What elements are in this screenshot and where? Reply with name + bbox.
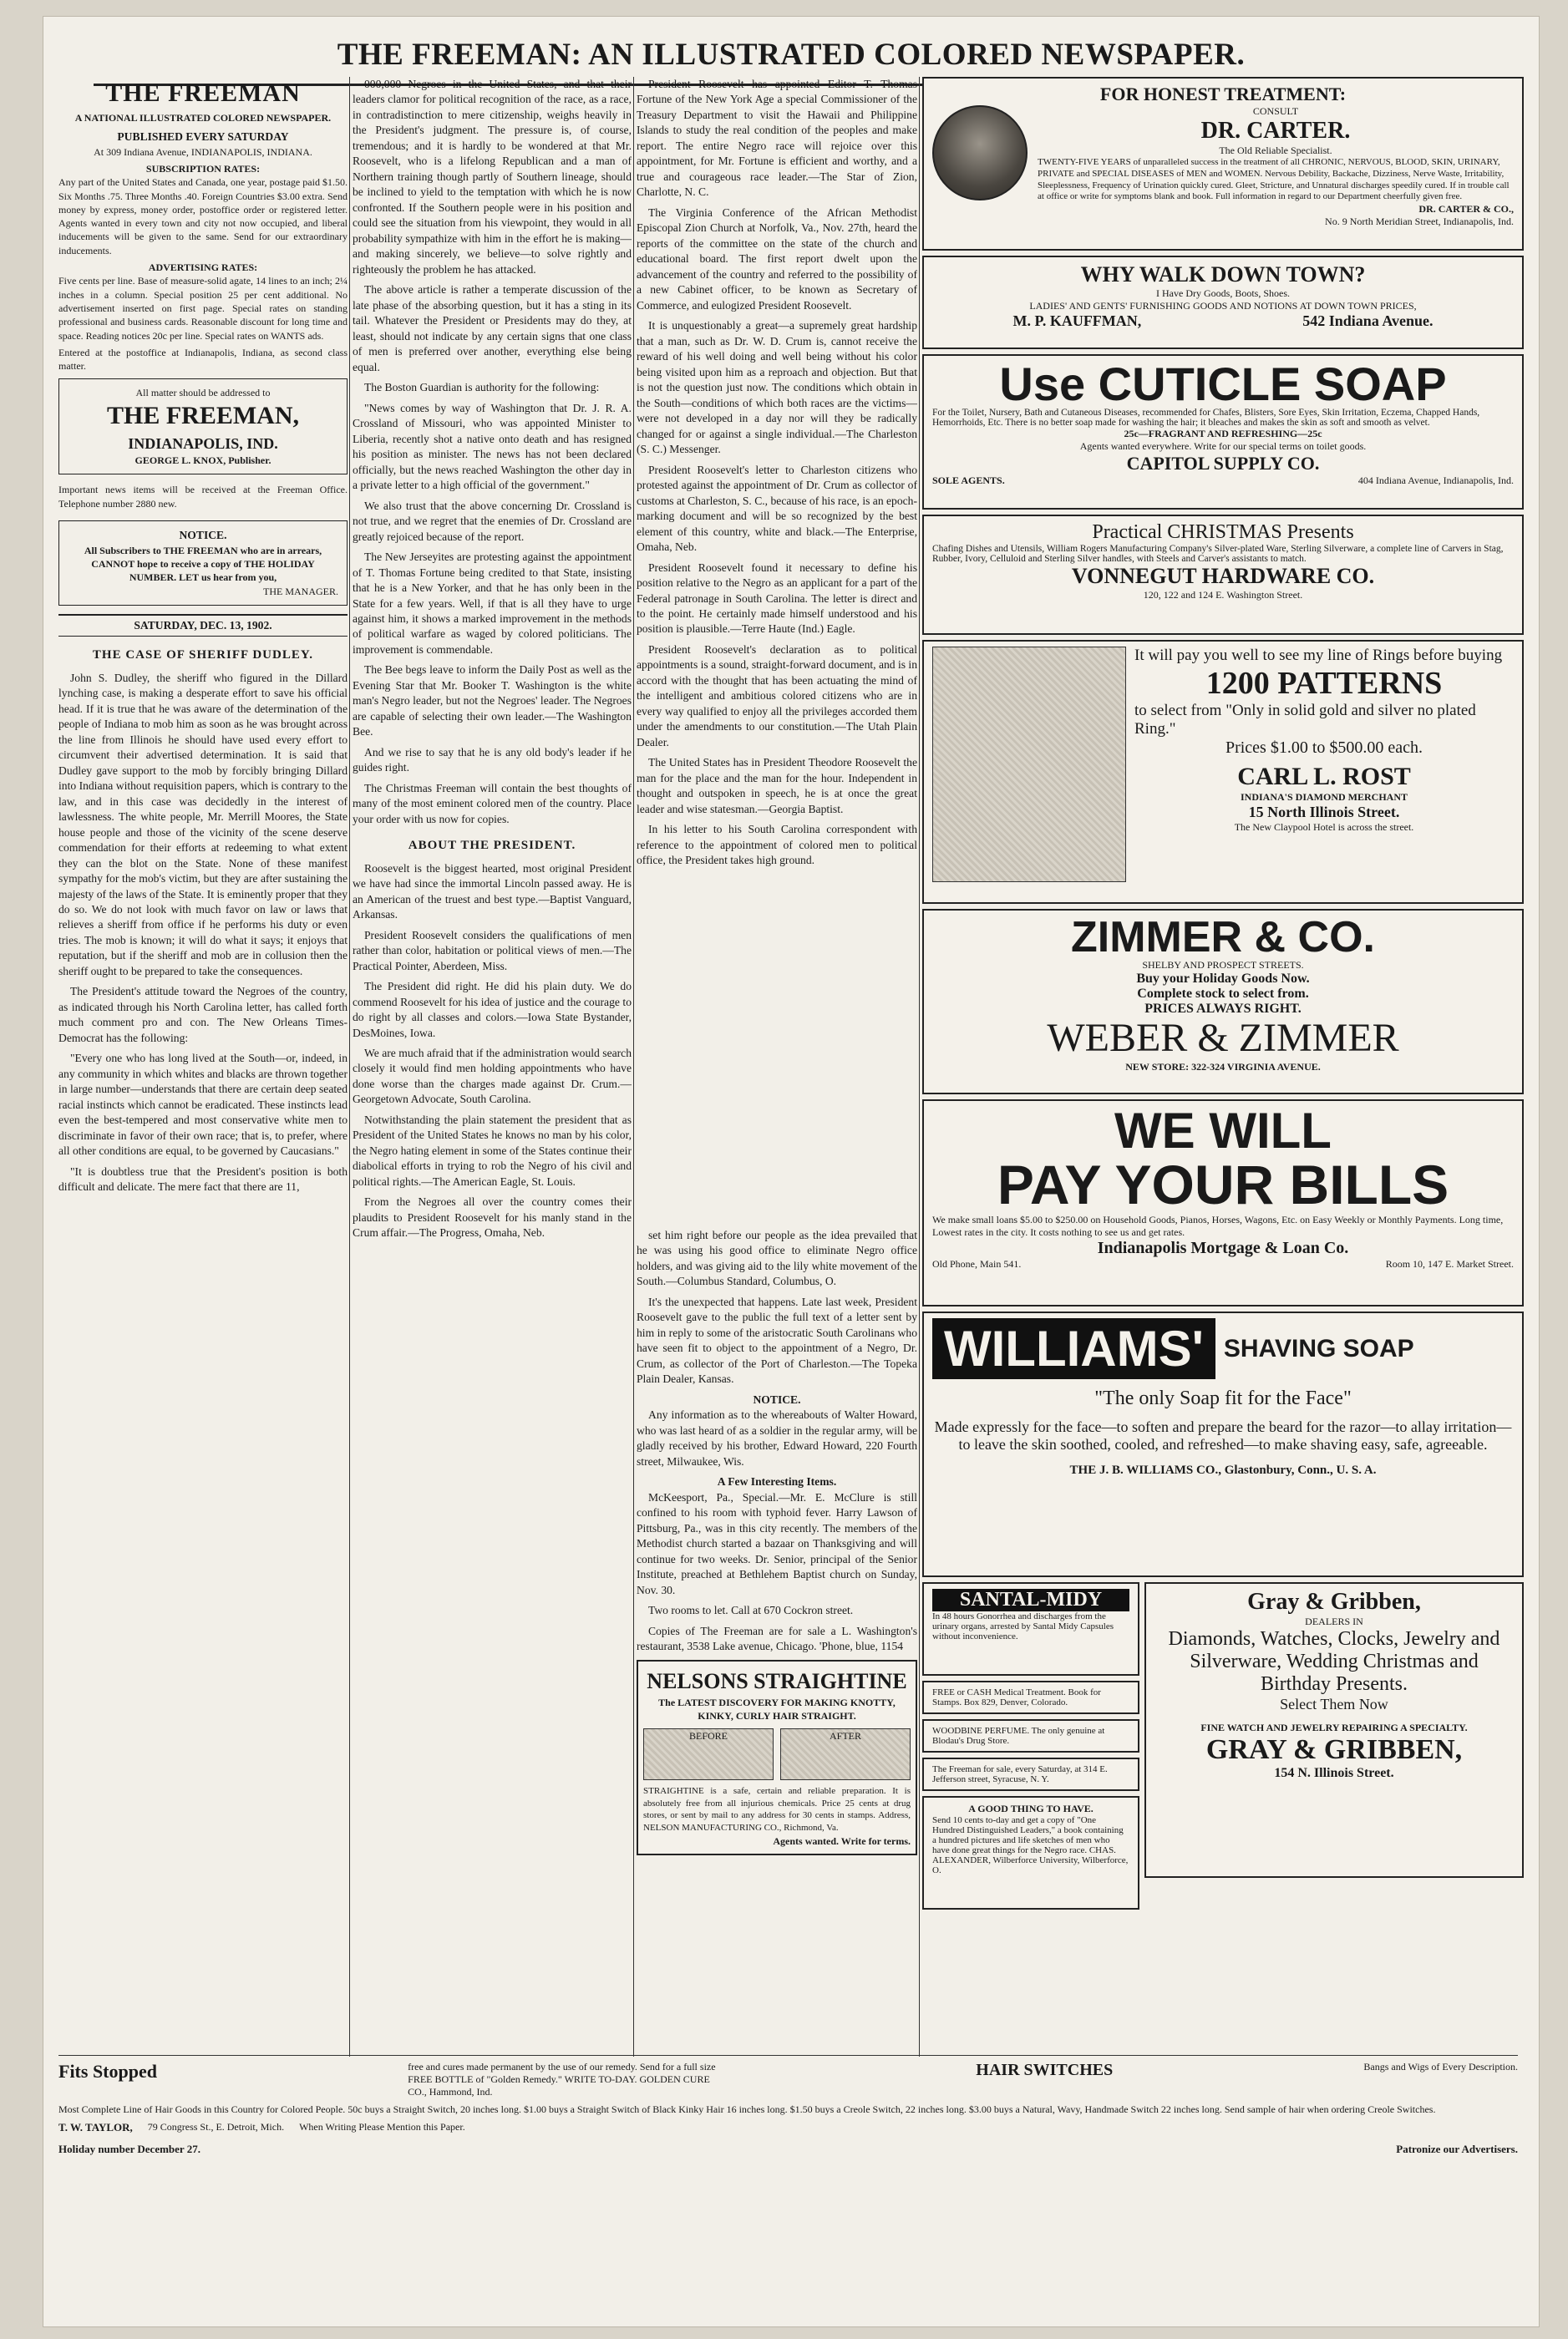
hair-title: HAIR SWITCHES (976, 2061, 1114, 2079)
taylor-name: T. W. TAYLOR, (58, 2121, 133, 2134)
advertising-head: ADVERTISING RATES: (148, 261, 258, 274)
ad-kauffman (922, 256, 1524, 349)
williams-name: WILLIAMS' (932, 1318, 1215, 1379)
williams-co: THE J. B. WILLIAMS CO., Glastonbury, Conn., U. S. A. (1069, 1464, 1377, 1477)
gray-list: Diamonds, Watches, Clocks, Jewelry and Silverware, Wedding Christmas and Birthday Presents. (1168, 1628, 1500, 1695)
article-paragraph: Notwithstanding the plain statement the president that as President of the United States he knows no man by his color, the Negro hating element in some of the States continue their diabolical efforts in trying to rob the Negro of his civil and political rights.—The American Eagle, St. Louis. (353, 1113, 632, 1188)
ad-good-thing (922, 1796, 1139, 1910)
article-paragraph: The President did right. He did his plain duty. We do commend Roosevelt for his idea of justice and the courage to do right by all classes and colors.—Iowa State Bystander, DesMoines, Iowa. (353, 980, 632, 1039)
items-head: A Few Interesting Items. (717, 1475, 837, 1489)
rost-line2: to select from "Only in solid gold and silver no plated Ring." (1134, 702, 1476, 738)
article-paragraph: The New Jerseyites are protesting against the appointment of T. Thomas Fortune being credited to that State, insisting that he is a New Yorker, and that he has only been in the State for a few years. Well, if that is all they have to urge against him, it shows a marked improvement in the methods of political warfare as waged by colored politicians. The improvement is commendable. (353, 551, 632, 656)
ad-mortgage-loan (922, 1099, 1524, 1306)
column-rule (633, 77, 634, 2057)
city: INDIANAPOLIS, IND. (128, 434, 278, 452)
soap-head: Use CUTICLE SOAP (999, 358, 1447, 410)
article-head: THE CASE OF SHERIFF DUDLEY. (92, 648, 314, 662)
patronize-note: Patronize our Advertisers. (1396, 2143, 1518, 2155)
rost-addr: 15 North Illinois Street. (1248, 804, 1400, 820)
zimmer-line2: Complete stock to select from. (1137, 987, 1309, 1001)
article-paragraph: "It is doubtless true that the President's position is both difficult and delicate. The mere fact that there are 11, (58, 1164, 348, 1194)
article-paragraph: We are much afraid that if the administration would search closely it would find men holding appointments who have done worse than the charges made against Dr. Crum.—Georgetown Advocate, South Carolina. (353, 1047, 632, 1106)
ad-williams-soap (922, 1312, 1524, 1577)
bills-line2: PAY YOUR BILLS (997, 1154, 1449, 1215)
zimmer-name: ZIMMER & CO. (1071, 913, 1375, 961)
article-paragraph: "News comes by way of Washington that Dr. J. R. A. Crossland of Missouri, who was appointed Minister to Liberia, recently shot a native onto death and has resigned his position as minister. The news has not been declared officially, but the news reached Washington the other day in a private letter to a high official of the government." (353, 401, 632, 492)
gray-big: GRAY & GRIBBEN, (1205, 1734, 1463, 1765)
nelsons-agents: Agents wanted. Write for terms. (773, 1835, 911, 1848)
vonn-head: Practical CHRISTMAS Presents (1092, 521, 1354, 543)
article-paragraph: The Virginia Conference of the African Methodist Episcopal Zion Church at Norfolk, Va., Nov. 27th, heard the reports of the committee on the state of the church and educational board. The first report dwelt upon the advancement of the country and referred to the possibility of a new Cabinet officer, to be known as Secretary of Commerce, and eulogized President Roosevelt. (637, 205, 917, 312)
news-note: Important news items will be received at the Freeman Office. Telephone number 2880 new. (58, 484, 348, 510)
notice-text: All Subscribers to THE FREEMAN who are in arrears, CANNOT hope to receive a copy of THE HOLIDAY NUMBER. LET us hear from you, (84, 544, 322, 584)
ad-nelsons-straightine (637, 1660, 917, 1855)
article-paragraph: The Bee begs leave to inform the Daily Post as well as the Evening Star that Mr. Booker T. Washington is the white man's Negro leader, but not the Negroes' leader. The Negroes are capable of selecting their own leader.—The Washington Bee. (353, 663, 632, 738)
notice-head: NOTICE. (179, 529, 227, 542)
footer (58, 2055, 1518, 2156)
before-image: BEFORE (643, 1728, 774, 1780)
paper-title: THE FREEMAN (105, 79, 301, 107)
santal-text: In 48 hours Gonorrhea and discharges from the urinary organs, arrested by Santal Midy Capsules without inconvenience. (932, 1611, 1114, 1641)
column-1 (58, 77, 348, 2048)
portrait-image (932, 105, 1028, 200)
ad-freeman-sale: The Freeman for sale, every Saturday, at 314 E. Jefferson street, Syracuse, N. Y. (922, 1758, 1139, 1791)
good-text: Send 10 cents to-day and get a copy of "One Hundred Distinguished Leaders," a book containing a hundred pictures and life sketches of men who have done great things for the Negro race. CHAS. ALEXANDER, Wilberforce University, Wilberforce, O. (932, 1815, 1129, 1875)
nelsons-sub: The LATEST DISCOVERY FOR MAKING KNOTTY, KINKY, CURLY HAIR STRAIGHT. (658, 1696, 896, 1723)
rost-name: CARL L. ROST (1237, 763, 1411, 790)
article-paragraph: It is unquestionably a great—a supremely great hardship that a man, such as Dr. W. D. Crum is, cannot receive the reward of his well doing and well being without his color being visited upon him as a reproach and objection. But that is not the question just now. The conditions which obtain in the South—conditions of which both races are the victims—were not developed in a day nor will they be radically changed for or against a single individual.—The Charleston (S. C.) Messenger. (637, 319, 917, 456)
walk-addr: 542 Indiana Avenue. (1302, 312, 1434, 329)
subscription-text: Any part of the United States and Canada, one year, postage paid $1.50. Six Months .75. Three Months .40. Foreign Countries $3.00 extra. Send money by express, money order, postoffice order or registered letter. Agents wanted in every town and city not now occupied, and liberal inducements will be given to the same. Send for our extraordinary inducements. (58, 176, 348, 256)
vonn-name: VONNEGUT HARDWARE CO. (1071, 564, 1375, 588)
zimmer-addr: SHELBY AND PROSPECT STREETS. (1142, 959, 1304, 971)
article-paragraph: In his letter to his South Carolina correspondent with reference to the appointment of colored men to political office, the President takes high ground. (637, 823, 917, 867)
rost-line1: It will pay you well to see my line of Rings before buying (1134, 647, 1503, 664)
after-image: AFTER (780, 1728, 911, 1780)
advertising-text: Five cents per line. Base of measure-solid agate, 14 lines to an inch; 2¼ inches in a column. Special position 25 per cent additional. No advertisement inserted on first page. Special rates on standing professional and business cards. Reasonable discount for long time and space. Reading notices 20c per line. Special rates on WANTS ads. (58, 275, 348, 342)
fits-title: Fits Stopped (58, 2061, 157, 2082)
rost-note: The New Claypool Hotel is across the street. (1234, 821, 1414, 833)
subscription-head: SUBSCRIPTION RATES: (145, 162, 261, 175)
about-head: ABOUT THE PRESIDENT. (408, 839, 576, 853)
gray-select: Select Them Now (1280, 1696, 1388, 1712)
gray-head: Gray & Gribben, (1247, 1589, 1421, 1615)
ad-free-treatment: FREE or CASH Medical Treatment. Book for Stamps. Box 829, Denver, Colorado. (922, 1681, 1139, 1714)
vonn-text: Chafing Dishes and Utensils, William Rogers Manufacturing Company's Silver-plated Ware, Sterling Silverware, a complete line of Carvers in Stag, Rubber, Ivory, Celluloid and Sterling Silver handles, with Steels and Carver's assistants to match. (932, 544, 1504, 564)
address: At 309 Indiana Avenue, INDIANAPOLIS, INDIANA. (94, 145, 312, 158)
notice-text-2: Any information as to the whereabouts of Walter Howard, who was last heard of as a soldier in the regular army, will be gladly received by his brother, Edward Howard, 220 Fourth street, Milwaukee, Wis. (637, 1408, 917, 1468)
bills-addr: Room 10, 147 E. Market Street. (1385, 1258, 1514, 1271)
column-4 (637, 1228, 917, 2047)
ad-carl-rost (922, 640, 1524, 904)
walk-name: M. P. KAUFFMAN, (1012, 312, 1142, 329)
gray-dealers: DEALERS IN (1305, 1616, 1363, 1627)
ads-column (922, 77, 1524, 2048)
copies-ad: Copies of The Freeman are for sale a L. Washington's restaurant, 3538 Lake avenue, Chicago. 'Phone, blue, 1154 (637, 1624, 917, 1653)
ad-dr-carter (922, 77, 1524, 251)
ad-zimmer (922, 909, 1524, 1094)
article-paragraph: "Every one who has long lived at the South—or, indeed, in any community in which whites and blacks are thrown together in large number—understands that there are certain deep seated racial instincts which cannot be eradicated. These instincts lead even the best-tempered and most conservative white men to discriminate in favor of their own race; that is, to prefer, where all other conditions are equal, to be governed by Caucasians." (58, 1052, 348, 1158)
article-paragraph: It's the unexpected that happens. Late last week, President Roosevelt gave to the public the full text of a letter sent by him in reply to some of the aristocratic South Carolinans who have seen fit to object to the appointment of a Negro, Dr. Crum, as collector of the Port of Charleston.—The Topeka Plain Dealer, Kansas. (637, 1295, 917, 1386)
nelsons-text: STRAIGHTINE is a safe, certain and reliable preparation. It is absolutely free from all injurious chemicals. Price 25 cents at drug stores, or sent by mail to any address for 30 cents in stamps. Address, NELSON MANUFACTURING CO., Richmond, Va. (643, 1785, 911, 1834)
fits-text: free and cures made permanent by the use of our remedy. Send for a full size FREE BOTTLE of "Golden Remedy." WRITE TO-DAY. GOLDEN CURE CO., Hammond, Ind. (408, 2061, 716, 2098)
holiday-note: Holiday number December 27. (58, 2143, 200, 2155)
bills-line1: WE WILL (1114, 1103, 1332, 1159)
gray-repair: FINE WATCH AND JEWELRY REPAIRING A SPECIALTY. (1200, 1722, 1468, 1733)
entered-note: Entered at the postoffice at Indianapolis, Indiana, as second class matter. (58, 346, 348, 373)
soap-addr: 404 Indiana Avenue, Indianapolis, Ind. (1357, 474, 1514, 486)
article-paragraph: Roosevelt is the biggest hearted, most original President we have had since the immortal Lincoln passed away. He is an American of the truest and best type.—Baptist Vanguard, Arkansas. (353, 861, 632, 921)
hair-text: Most Complete Line of Hair Goods in this Country for Colored People. 50c buys a Straight Switch, 20 inches long. $1.00 buys a Straight Switch of Black Kinky Hair 16 inches long. $1.50 buys a Creole Switch, 22 inches long. $3.00 buys a Natural, Wavy, Handmade Switch 22 inches long. Send sample of hair when ordering Creole Switches. (58, 2103, 1436, 2115)
article-paragraph: From the Negroes all over the country comes their plaudits to President Roosevelt for his manly stand in the Crum affair.—The Progress, Omaha, Neb. (353, 1195, 632, 1240)
walk-sub: I Have Dry Goods, Boots, Shoes. (1156, 287, 1290, 299)
article-paragraph: The President's attitude toward the Negroes of the country, as indicated through his North Carolina letter, has called forth much comment pro and con. The New Orleans Times-Democrat has the following: (58, 985, 348, 1044)
soap-sole: SOLE AGENTS. (932, 474, 1005, 486)
rost-patterns: 1200 PATTERNS (1205, 666, 1443, 701)
ad-cuticle-soap (922, 354, 1524, 510)
vonn-addr: 120, 122 and 124 E. Washington Street. (1143, 589, 1303, 601)
carter-sign: DR. CARTER & CO., (1418, 203, 1514, 215)
article-paragraph: The Christmas Freeman will contain the best thoughts of many of the most eminent colored men of the country. Place your order with us now for copies. (353, 781, 632, 825)
article-paragraph: President Roosevelt's letter to Charleston citizens who protested against the appointment of Dr. Crum as collector of customs at Charleston, S. C., because of his race, is an epoch-marking document and will be so recognized by the best element of this country, white and black.—The Enterprise, Omaha, Neb. (637, 463, 917, 554)
rooms-ad: Two rooms to let. Call at 670 Cockron street. (648, 1604, 854, 1617)
weber-addr: NEW STORE: 322-324 VIRGINIA AVENUE. (1125, 1060, 1321, 1073)
column-rule (919, 77, 920, 2057)
ad-vonnegut (922, 515, 1524, 635)
williams-text: Made expressly for the face—to soften and prepare the beard for the razor—to allay irritation—to leave the skin soothed, cooled, and refreshed—to make shaving easy, safe, agreeable. (934, 1418, 1512, 1453)
address-to: All matter should be addressed to (135, 386, 271, 398)
masthead: THE FREEMAN: AN ILLUSTRATED COLORED NEWSPAPER. (337, 38, 1246, 72)
taylor-addr: 79 Congress St., E. Detroit, Mich. (147, 2121, 285, 2133)
carter-sub: The Old Reliable Specialist. (1219, 145, 1332, 156)
article-paragraph: We also trust that the above concerning Dr. Crossland is not true, and we regret that the enemies of Dr. Crossland are greatly rejoiced because of the report. (353, 499, 632, 543)
article-paragraph: President Roosevelt found it necessary to define his position relative to the Negro as an applicant for a part of the Federal patronage in South Carolina. The letter is direct and to the point. He certainly made himself understood and his position is plausible.—Terre Haute (Ind.) Eagle. (637, 561, 917, 636)
freeman-big: THE FREEMAN, (106, 401, 299, 429)
article-paragraph: And we rise to say that he is any old body's leader if he guides right. (353, 745, 632, 774)
nelsons-title: NELSONS STRAIGHTINE (647, 1668, 907, 1693)
carter-head: FOR HONEST TREATMENT: (1099, 84, 1347, 104)
ad-woodbine: WOODBINE PERFUME. The only genuine at Blodau's Drug Store. (922, 1719, 1139, 1753)
soap-company: CAPITOL SUPPLY CO. (1126, 453, 1320, 474)
carter-addr: No. 9 North Meridian Street, Indianapolis, Ind. (1325, 216, 1514, 227)
good-head: A GOOD THING TO HAVE. (968, 1803, 1094, 1814)
column-2 (353, 77, 632, 2048)
bills-text: We make small loans $5.00 to $250.00 on Household Goods, Pianos, Horses, Wagons, Etc. on Easy Weekly or Monthly Payments. Long time, Lowest rates in the city. It costs nothing to see us and get rates. (932, 1214, 1504, 1239)
bills-name: Indianapolis Mortgage & Loan Co. (1097, 1239, 1349, 1258)
article-paragraph: The Boston Guardian is authority for the following: (364, 381, 600, 394)
woman-illustration (932, 647, 1126, 882)
article-paragraph: set him right before our people as the idea prevailed that he was using his good office to eliminate Negro office holders, and was giving aid to the lily white movement of the South.—Columbus Standard, Columbus, O. (637, 1229, 917, 1288)
williams-slogan: "The only Soap fit for the Face" (1094, 1388, 1352, 1409)
bills-phone: Old Phone, Main 541. (932, 1258, 1022, 1271)
published: PUBLISHED EVERY SATURDAY (117, 130, 289, 144)
walk-text: LADIES' AND GENTS' FURNISHING GOODS AND NOTIONS AT DOWN TOWN PRICES, (1029, 300, 1417, 312)
ad-gray-gribben (1144, 1582, 1524, 1878)
notice-head-2: NOTICE. (753, 1393, 801, 1406)
publisher: GEORGE L. KNOX, Publisher. (134, 454, 271, 467)
article-paragraph: The United States has in President Theodore Roosevelt the man for the place and the man for the hour. Independent in thought and outspoken in speech, he is at once the great leader and wise statesman.—Georgia Baptist. (637, 756, 917, 815)
issue-date: SATURDAY, DEC. 13, 1902. (58, 614, 348, 637)
weber-name: WEBER & ZIMMER (1047, 1016, 1399, 1060)
carter-name: DR. CARTER. (1200, 118, 1351, 144)
carter-text: TWENTY-FIVE YEARS of unparalleled success in the treatment of all CHRONIC, NERVOUS, BLOOD, SKIN, URINARY, PRIVATE and SPECIAL DISEASES of MEN and WOMEN. Nervous Debility, Backache, Dizziness, Nerve Waste, Irritability, Sleeplessness, Frequency of Urination quickly cured. Gleet, Stricture, and Unnatural discharges speedily cured. If in trouble call at office or write for symptoms blank and book. Full information in regard to our Department cheerfully given free. (1038, 157, 1510, 202)
carter-consult: CONSULT (1252, 105, 1299, 117)
rost-sub: INDIANA'S DIAMOND MERCHANT (1240, 791, 1408, 803)
gray-addr: 154 N. Illinois Street. (1274, 1766, 1394, 1780)
soap-price: 25c—FRAGRANT AND REFRESHING—25c (1124, 428, 1322, 439)
article-paragraph: President Roosevelt's declaration as to political appointments is a sound, straight-forward document, and is in accord with the thought that has been actuating the mind of the intelligent and ambitious colored citizens who are in every way qualified to enjoy all the privileges accorded them under the amendments to our constitution.—The Utah Plain Dealer. (637, 642, 917, 748)
soap-text: For the Toilet, Nursery, Bath and Cutaneous Diseases, recommended for Chafes, Blisters, Sore Eyes, Skin Irritation, Eczema, Chapped Hands, Hemorrhoids, Etc. There is no better soap made for washing the hair; it bleaches and makes the skin as soft and smooth as velvet. (932, 408, 1480, 428)
notice-sign: THE MANAGER. (263, 585, 338, 597)
soap-agents: Agents wanted everywhere. Write for our special terms on toilet goods. (1079, 440, 1367, 452)
zimmer-line1: Buy your Holiday Goods Now. (1136, 972, 1310, 986)
article-paragraph: John S. Dudley, the sheriff who figured in the Dillard lynching case, is making a desperate effort to save his official head. If it is true that he was aware of the determination of the people of Indiana to mob him as soon as he was brought across the line from Illinois he should have used every effort to circumvent their advertised determination. It is said that Dudley gave support to the mob by forcibly bringing Dillard into Indiana without requisition papers, which is contrary to the law, and in this case was decidedly in the interest of lawlessness. The white people, Mr. Merrill Moores, the State house people and those of the vicinity of the scene deserve commendation for their efforts at redeeming to what extent they can the blot on the State. None of these manifest sympathy for the mob's victim, but they are after sustaining the majesty of the laws of the State. It is eminently proper that they do so. We do not look with much favor on law or laws that relieves a sheriff from office if he performs his duty or even tries. The mob is known; it will do what it says; it enjoys that reputation, but if the sheriff and mob are in collusion then the sheriff ought to be prepared to take the consequences. (58, 671, 348, 977)
taylor-note: When Writing Please Mention this Paper. (299, 2121, 465, 2133)
williams-tag: SHAVING SOAP (1223, 1334, 1414, 1362)
santal-name: SANTAL-MIDY (932, 1589, 1129, 1611)
article-paragraph: 000,000 Negroes in the United States, and that their leaders clamor for political recognition of the race, as a race, in contradistinction to mere citizenship, weighs heavily in the President's judgment. The pressure is, of course, tremendous; and it is hardly to be wondered at that Mr. Roosevelt, who is a lifelong Republican and a man of Northern training though partly of Southern lineage, should be inclined to yield to the temptation with which he is now confronted. If the Southern people were in his position and could see the situation from his viewpoint, they would in all probability sympathize with him in the effort he is making—and making sincerely, we believe—to solve rightly and righteously the problem he has attacked. (353, 78, 632, 276)
items-text: McKeesport, Pa., Special.—Mr. E. McClure is still confined to his room with typhoid fever. Harry Lawson of Pittsburg, Pa., was in this city recently. The members of the Methodist church started a bazaar on Thanksgiving and will continue for two weeks. Dr. Senior, principal of the Senior Institute, preached at Bethlehem Baptist church on Sunday, Nov. 30. (637, 1490, 917, 1596)
article-paragraph: President Roosevelt has appointed Editor T. Thomas Fortune of the New York Age a special Commissioner of the Treasury Department to visit the Hawaii and Philippine Islands to study the real condition of the peoples and make report. The entire Negro race will rejoice over this appointment, for Mr. Fortune is efficient and worthy, and a true and courageous race leader.—The Star of Zion, Charlotte, N. C. (637, 78, 917, 199)
hair-sub: Bangs and Wigs of Every Description. (1363, 2061, 1518, 2073)
walk-head: WHY WALK DOWN TOWN? (1080, 262, 1366, 287)
article-paragraph: President Roosevelt considers the qualifications of men rather than color, habitation or political views of men.—The Practical Pointer, Aberdeen, Miss. (353, 928, 632, 972)
rost-prices: Prices $1.00 to $500.00 each. (1225, 738, 1423, 757)
paper-tagline: A NATIONAL ILLUSTRATED COLORED NEWSPAPER. (74, 111, 332, 124)
article-paragraph: The above article is rather a temperate discussion of the late phase of the absorbing question, but it has a sting in its tail. Whatever the President or Presidents may do they, at least, should not indicate by any certain signs that one class of men is preferred over another, everything else being equal. (353, 283, 632, 373)
column-rule (349, 77, 350, 2057)
ad-santal-midy (922, 1582, 1139, 1676)
zimmer-line3: PRICES ALWAYS RIGHT. (1144, 1002, 1302, 1016)
